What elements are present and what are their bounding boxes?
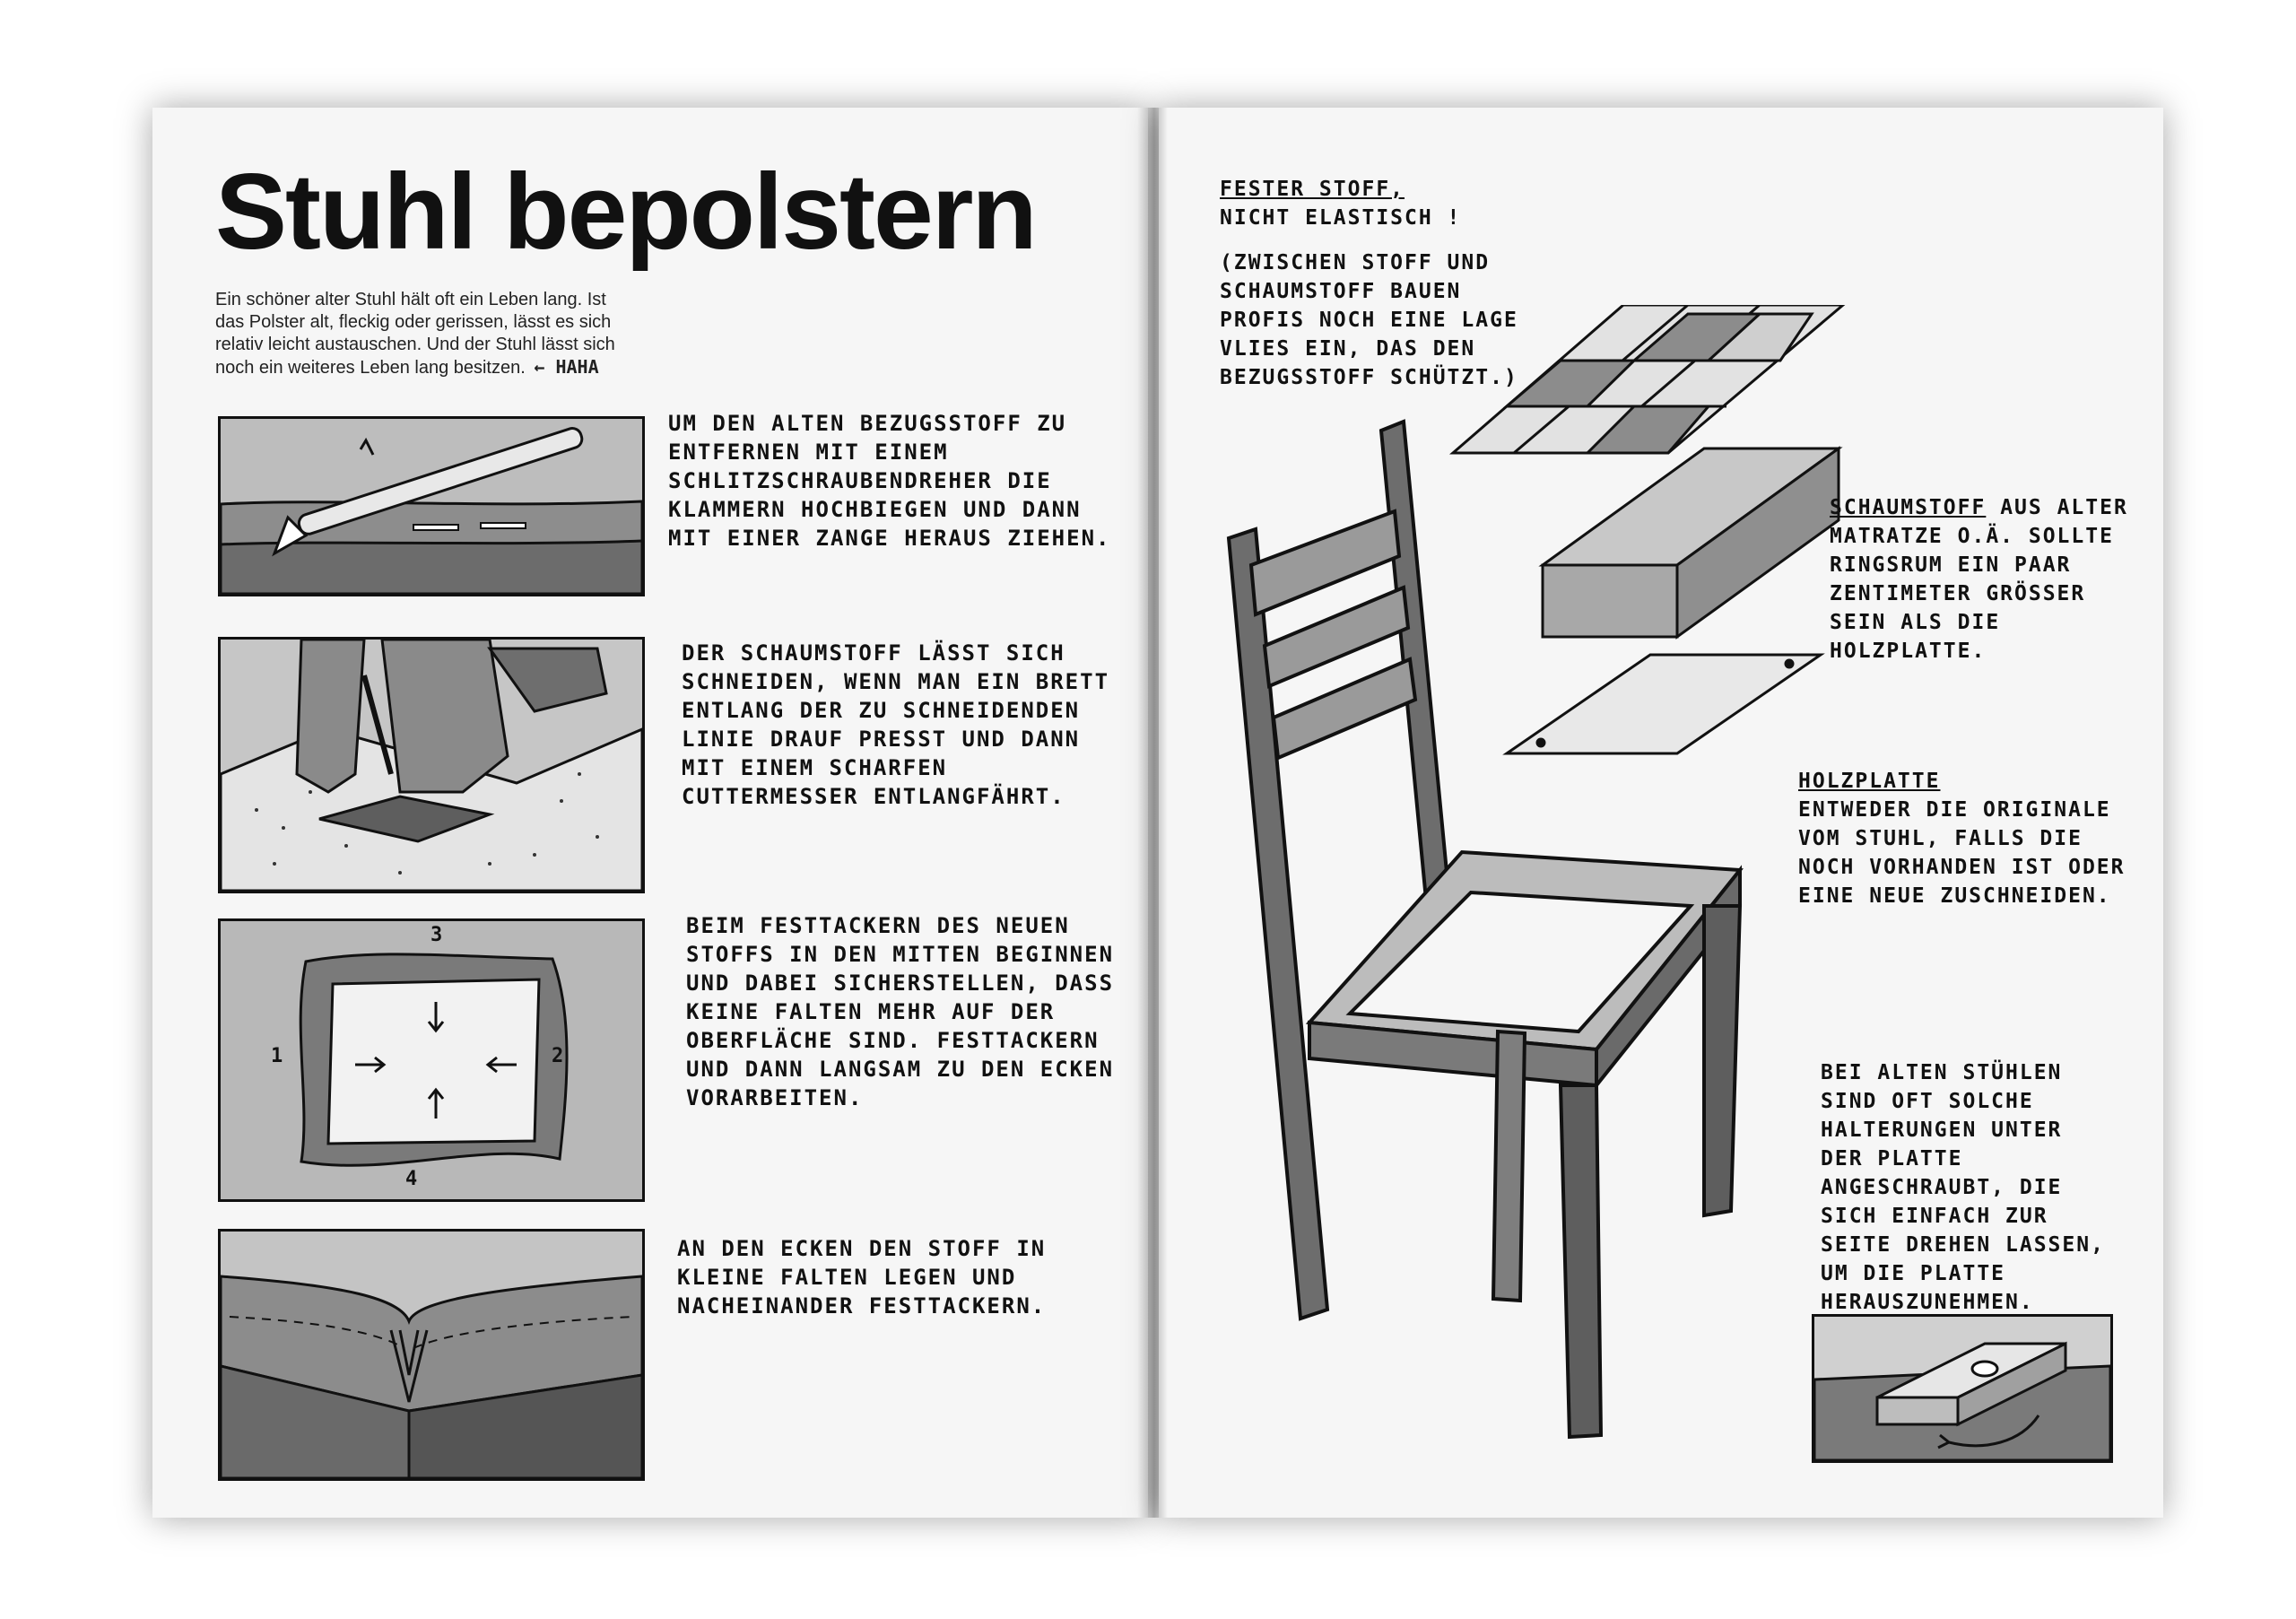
chair-illustration <box>1202 404 1830 1498</box>
step-1-illustration <box>218 416 645 596</box>
foam-explanation: AUS ALTER MATRATZE O.Ä. SOLLTE RINGSRUM EIN PAAR ZENTIMETER GRÖSSER SEIN ALS DIE HOLZPLATTE. <box>1830 496 2128 663</box>
foam-heading: SCHAUMSTOFF <box>1830 496 1987 519</box>
stapling-diagram <box>221 921 642 1199</box>
foam-cutting-illustration <box>221 640 642 891</box>
step-3-number-2: 2 <box>552 1045 564 1067</box>
intro-paragraph <box>215 289 637 379</box>
corner-folds-illustration <box>221 1232 642 1478</box>
step-3-number-1: 1 <box>271 1045 283 1067</box>
step-4-illustration <box>218 1229 645 1481</box>
step-3-number-3: 3 <box>430 924 443 946</box>
chair-svg <box>1202 404 1830 1498</box>
step-1-text: UM DEN ALTEN BEZUGSSTOFF ZU ENTFERNEN MIT EINEM SCHLITZSCHRAUBENDREHER DIE KLAMMERN HOCHBIEGEN UND DANN MIT EINER ZANGE HERAUS ZIEHEN. <box>668 411 1111 551</box>
intro-annotation: ← HAHA <box>534 356 599 378</box>
board-explanation: ENTWEDER DIE ORIGINALE VOM STUHL, FALLS DIE NOCH VORHANDEN IST ODER EINE NEUE ZUSCHNEIDEN. <box>1798 798 2126 908</box>
fabric-subheading: NICHT ELASTISCH ! <box>1220 206 1462 230</box>
bracket-illustration <box>1812 1314 2113 1463</box>
screwdriver-illustration <box>221 419 642 594</box>
intro-text: Ein schöner alter Stuhl hält oft ein Leben lang. Ist das Polster alt, fleckig oder gerissen, lässt es sich relativ leicht austauschen. Und der Stuhl lässt sich noch ein weiteres Leben lang besitzen. <box>215 290 615 378</box>
bracket-explanation: BEI ALTEN STÜHLEN SIND OFT SOLCHE HALTERUNGEN UNTER DER PLATTE ANGESCHRAUBT, DIE SICH EINFACH ZUR SEITE DREHEN LASSEN, UM DIE PLATTE HERAUSZUNEHMEN. <box>1821 1061 2105 1314</box>
step-3-text: BEIM FESTTACKERN DES NEUEN STOFFS IN DEN MITTEN BEGINNEN UND DABEI SICHERSTELLEN, DASS KEINE FALTEN MEHR AUF DER OBERFLÄCHE SIND. FESTTACKERN UND DANN LANGSAM ZU DEN ECKEN VORARBEITEN. <box>686 913 1115 1110</box>
step-2-text: DER SCHAUMSTOFF LÄSST SICH SCHNEIDEN, WENN MAN EIN BRETT ENTLANG DER ZU SCHNEIDENDEN LINIE DRAUF PRESST UND DANN MIT EINEM SCHARFEN CUTTERMESSER ENTLANGFÄHRT. <box>682 640 1110 809</box>
bracket-svg <box>1814 1317 2110 1460</box>
fabric-heading: FESTER STOFF, <box>1220 178 1405 201</box>
foam-note <box>1830 493 2135 666</box>
fabric-explanation: (ZWISCHEN STOFF UND SCHAUMSTOFF BAUEN PROFIS NOCH EINE LAGE VLIES EIN, DAS DEN BEZUGSSTOFF SCHÜTZT.) <box>1220 251 1518 389</box>
step-3-number-4: 4 <box>405 1168 418 1190</box>
step-4-text: AN DEN ECKEN DEN STOFF IN KLEINE FALTEN LEGEN UND NACHEINANDER FESTTACKERN. <box>677 1236 1047 1319</box>
page-title: Stuhl bepolstern <box>215 152 1036 272</box>
bracket-note <box>1821 1058 2117 1317</box>
board-heading: HOLZPLATTE <box>1798 770 1941 793</box>
step-2-illustration <box>218 637 645 893</box>
board-note <box>1798 767 2139 910</box>
